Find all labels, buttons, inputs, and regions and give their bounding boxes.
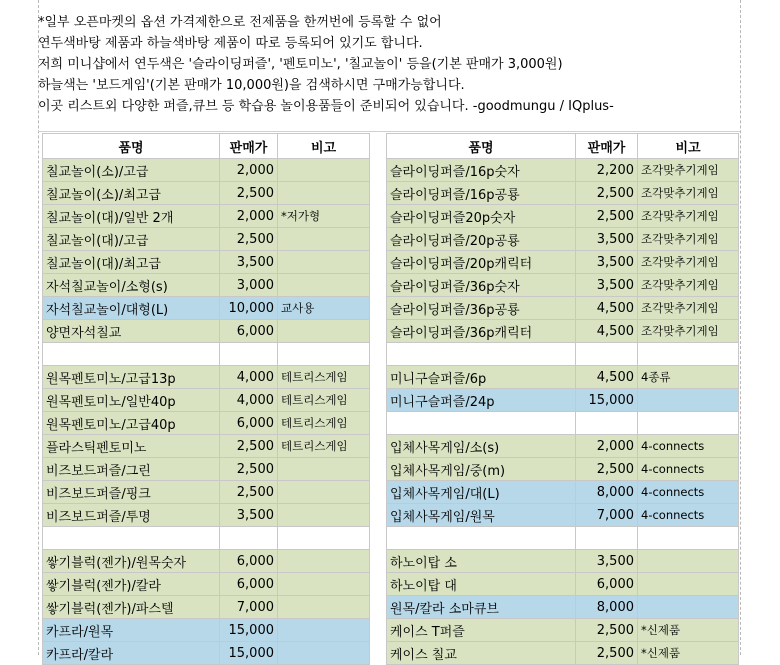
product-price-cell: 2,000 — [220, 159, 278, 182]
product-name-cell: 슬라이딩퍼즐/20p캐릭터 — [387, 251, 576, 274]
product-name-cell: 원목펜토미노/일반40p — [43, 389, 220, 412]
product-name-cell: 자석칠교놀이/대형(L) — [43, 297, 220, 320]
product-name-cell: 비즈보드퍼즐/투명 — [43, 504, 220, 527]
left-table-body — [43, 159, 370, 665]
product-note-cell: 조각맞추기게임 — [638, 205, 739, 228]
header-name: 품명 — [387, 134, 576, 159]
product-name-cell: 슬라이딩퍼즐/36p공룡 — [387, 297, 576, 320]
product-note-cell — [638, 573, 739, 596]
header-note: 비고 — [638, 134, 739, 159]
product-row — [387, 320, 739, 343]
product-row — [43, 182, 370, 205]
product-name-cell: 입체사목게임/원목 — [387, 504, 576, 527]
product-price-cell — [576, 527, 638, 550]
product-price-cell — [576, 412, 638, 435]
product-name-cell — [387, 527, 576, 550]
product-price-cell: 8,000 — [576, 481, 638, 504]
product-name-cell — [387, 412, 576, 435]
product-price-cell: 6,000 — [220, 550, 278, 573]
product-note-cell: 테트리스게임 — [278, 435, 370, 458]
product-price-cell: 3,500 — [576, 228, 638, 251]
product-note-cell: 4종류 — [638, 366, 739, 389]
product-price-cell: 2,500 — [576, 205, 638, 228]
notice-divider — [38, 131, 740, 132]
product-row — [387, 550, 739, 573]
product-row — [387, 481, 739, 504]
spacer-row — [43, 343, 370, 366]
header-note: 비고 — [278, 134, 370, 159]
product-name-cell: 쌓기블럭(젠가)/원목숫자 — [43, 550, 220, 573]
product-price-cell: 4,000 — [220, 366, 278, 389]
product-name-cell: 케이스 T퍼즐 — [387, 619, 576, 642]
product-name-cell: 쌓기블럭(젠가)/파스텔 — [43, 596, 220, 619]
product-price-cell: 10,000 — [220, 297, 278, 320]
product-note-cell: 4-connects — [638, 435, 739, 458]
product-row — [43, 619, 370, 642]
product-note-cell — [278, 527, 370, 550]
product-name-cell — [43, 343, 220, 366]
product-price-cell: 2,000 — [220, 205, 278, 228]
product-note-cell — [278, 159, 370, 182]
product-price-cell: 15,000 — [220, 619, 278, 642]
product-row — [43, 412, 370, 435]
product-price-cell: 3,500 — [220, 504, 278, 527]
product-name-cell: 카프라/칼라 — [43, 642, 220, 665]
product-note-cell — [278, 343, 370, 366]
product-name-cell: 슬라이딩퍼즐/16p숫자 — [387, 159, 576, 182]
product-note-cell — [278, 182, 370, 205]
product-price-cell: 15,000 — [220, 642, 278, 665]
spacer-row — [387, 343, 739, 366]
product-note-cell — [638, 412, 739, 435]
left-header-row — [43, 134, 370, 159]
product-name-cell: 입체사목게임/대(L) — [387, 481, 576, 504]
product-row — [387, 251, 739, 274]
header-name: 품명 — [43, 134, 220, 159]
product-row — [387, 504, 739, 527]
product-name-cell: 칠교놀이(소)/고급 — [43, 159, 220, 182]
product-name-cell: 칠교놀이(소)/최고급 — [43, 182, 220, 205]
product-note-cell — [278, 550, 370, 573]
product-note-cell — [278, 573, 370, 596]
product-note-cell — [278, 596, 370, 619]
product-row — [43, 642, 370, 665]
product-row — [387, 596, 739, 619]
product-name-cell: 비즈보드퍼즐/핑크 — [43, 481, 220, 504]
product-price-cell: 7,000 — [576, 504, 638, 527]
product-name-cell: 카프라/원목 — [43, 619, 220, 642]
product-row — [43, 389, 370, 412]
product-row — [387, 297, 739, 320]
product-name-cell: 슬라이딩퍼즐/36p숫자 — [387, 274, 576, 297]
product-name-cell: 플라스틱펜토미노 — [43, 435, 220, 458]
product-price-cell: 4,000 — [220, 389, 278, 412]
product-note-cell — [638, 596, 739, 619]
product-price-cell: 2,500 — [576, 458, 638, 481]
product-name-cell: 미니구슬퍼즐/6p — [387, 366, 576, 389]
product-price-cell: 3,500 — [220, 251, 278, 274]
product-price-cell: 8,000 — [576, 596, 638, 619]
notice-text-block — [38, 12, 738, 117]
product-note-cell — [278, 458, 370, 481]
product-price-cell: 2,500 — [220, 435, 278, 458]
product-name-cell: 슬라이딩퍼즐/36p캐릭터 — [387, 320, 576, 343]
product-price-cell: 2,500 — [576, 182, 638, 205]
product-row — [43, 251, 370, 274]
product-name-cell: 칠교놀이(대)/최고급 — [43, 251, 220, 274]
product-price-cell: 2,000 — [576, 435, 638, 458]
product-name-cell: 쌓기블럭(젠가)/칼라 — [43, 573, 220, 596]
product-price-cell: 4,500 — [576, 366, 638, 389]
product-row — [43, 458, 370, 481]
product-note-cell — [278, 642, 370, 665]
product-name-cell: 비즈보드퍼즐/그린 — [43, 458, 220, 481]
product-name-cell: 하노이탑 대 — [387, 573, 576, 596]
product-name-cell: 하노이탑 소 — [387, 550, 576, 573]
product-name-cell: 원목펜토미노/고급13p — [43, 366, 220, 389]
product-row — [43, 596, 370, 619]
product-row — [387, 205, 739, 228]
product-note-cell — [278, 481, 370, 504]
spacer-row — [43, 527, 370, 550]
product-price-cell: 2,500 — [576, 642, 638, 665]
product-note-cell — [638, 550, 739, 573]
product-name-cell: 슬라이딩퍼즐20p숫자 — [387, 205, 576, 228]
product-note-cell — [278, 619, 370, 642]
product-name-cell: 원목/칼라 소마큐브 — [387, 596, 576, 619]
product-row — [43, 366, 370, 389]
product-note-cell: 조각맞추기게임 — [638, 182, 739, 205]
product-price-cell: 2,500 — [220, 481, 278, 504]
product-name-cell: 케이스 칠교 — [387, 642, 576, 665]
product-row — [43, 274, 370, 297]
product-note-cell: 조각맞추기게임 — [638, 320, 739, 343]
product-row — [43, 550, 370, 573]
product-name-cell: 슬라이딩퍼즐/16p공룡 — [387, 182, 576, 205]
product-note-cell: 4-connects — [638, 481, 739, 504]
product-row — [387, 274, 739, 297]
product-note-cell: 조각맞추기게임 — [638, 159, 739, 182]
right-table-body — [387, 159, 739, 665]
spacer-row — [387, 527, 739, 550]
product-note-cell: 교사용 — [278, 297, 370, 320]
product-note-cell: 테트리스게임 — [278, 412, 370, 435]
product-row — [43, 297, 370, 320]
product-price-cell: 6,000 — [220, 320, 278, 343]
product-name-cell: 원목펜토미노/고급40p — [43, 412, 220, 435]
product-note-cell: 조각맞추기게임 — [638, 228, 739, 251]
product-note-cell: 4-connects — [638, 458, 739, 481]
product-price-cell: 15,000 — [576, 389, 638, 412]
product-note-cell: 테트리스게임 — [278, 366, 370, 389]
header-price: 판매가 — [576, 134, 638, 159]
product-name-cell: 칠교놀이(대)/일반 2개 — [43, 205, 220, 228]
product-row — [387, 573, 739, 596]
product-price-cell — [576, 343, 638, 366]
product-name-cell — [387, 343, 576, 366]
product-price-cell: 2,200 — [576, 159, 638, 182]
product-name-cell: 칠교놀이(대)/고급 — [43, 228, 220, 251]
product-note-cell — [278, 251, 370, 274]
product-price-cell: 2,500 — [220, 182, 278, 205]
product-row — [387, 619, 739, 642]
product-row — [43, 205, 370, 228]
product-row — [387, 228, 739, 251]
product-note-cell: 조각맞추기게임 — [638, 297, 739, 320]
product-row — [43, 159, 370, 182]
product-note-cell: *신제품 — [638, 619, 739, 642]
notice-line: 하늘색는 '보드게임'(기본 판매가 10,000원)을 검색하시면 구매가능합니다. — [38, 78, 465, 93]
product-note-cell — [638, 527, 739, 550]
product-price-cell: 2,500 — [220, 228, 278, 251]
product-price-cell: 7,000 — [220, 596, 278, 619]
product-row — [387, 435, 739, 458]
product-row — [387, 159, 739, 182]
product-price-cell: 6,000 — [220, 412, 278, 435]
product-row — [387, 366, 739, 389]
product-row — [387, 182, 739, 205]
product-name-cell: 양면자석칠교 — [43, 320, 220, 343]
product-price-cell: 3,500 — [576, 550, 638, 573]
notice-line: 이곳 리스트외 다양한 퍼즐,큐브 등 학습용 놀이용품들이 준비되어 있습니다. -goodmungu / IQplus- — [38, 99, 614, 114]
product-row — [43, 573, 370, 596]
product-name-cell: 입체사목게임/중(m) — [387, 458, 576, 481]
right-header-row — [387, 134, 739, 159]
product-note-cell — [278, 320, 370, 343]
product-note-cell: *저가형 — [278, 205, 370, 228]
product-name-cell: 슬라이딩퍼즐/20p공룡 — [387, 228, 576, 251]
product-note-cell: 4-connects — [638, 504, 739, 527]
header-price: 판매가 — [220, 134, 278, 159]
product-note-cell — [638, 389, 739, 412]
notice-line: *일부 오픈마켓의 옵션 가격제한으로 전제품을 한꺼번에 등록할 수 없어 — [38, 15, 442, 30]
product-row — [43, 435, 370, 458]
product-name-cell: 자석칠교놀이/소형(s) — [43, 274, 220, 297]
product-price-cell: 3,500 — [576, 274, 638, 297]
product-name-cell — [43, 527, 220, 550]
product-note-cell — [278, 504, 370, 527]
product-price-cell: 6,000 — [220, 573, 278, 596]
product-price-cell: 4,500 — [576, 297, 638, 320]
product-name-cell: 미니구슬퍼즐/24p — [387, 389, 576, 412]
product-price-cell: 6,000 — [576, 573, 638, 596]
notice-line: 연두색바탕 제품과 하늘색바탕 제품이 따로 등록되어 있기도 합니다. — [38, 36, 423, 51]
product-price-cell — [220, 343, 278, 366]
product-note-cell — [638, 343, 739, 366]
product-note-cell — [278, 228, 370, 251]
product-name-cell: 입체사목게임/소(s) — [387, 435, 576, 458]
product-price-cell: 4,500 — [576, 320, 638, 343]
product-note-cell — [278, 274, 370, 297]
product-row — [387, 389, 739, 412]
product-row — [43, 504, 370, 527]
sheet-right-border — [740, 0, 741, 655]
product-row — [43, 228, 370, 251]
product-row — [387, 642, 739, 665]
product-row — [43, 320, 370, 343]
product-note-cell: *신제품 — [638, 642, 739, 665]
product-row — [387, 458, 739, 481]
product-price-cell — [220, 527, 278, 550]
product-note-cell: 조각맞추기게임 — [638, 251, 739, 274]
notice-line: 저희 미니샵에서 연두색은 '슬라이딩퍼즐', '펜토미노', '칠교놀이' 등을(기본 판매가 3,000원) — [38, 57, 563, 72]
product-price-cell: 3,500 — [576, 251, 638, 274]
product-note-cell: 조각맞추기게임 — [638, 274, 739, 297]
left-price-table — [42, 133, 370, 665]
product-row — [43, 481, 370, 504]
spacer-row — [387, 412, 739, 435]
product-price-cell: 2,500 — [220, 458, 278, 481]
right-price-table — [386, 133, 739, 665]
product-price-cell: 3,000 — [220, 274, 278, 297]
product-price-cell: 2,500 — [576, 619, 638, 642]
product-note-cell: 테트리스게임 — [278, 389, 370, 412]
